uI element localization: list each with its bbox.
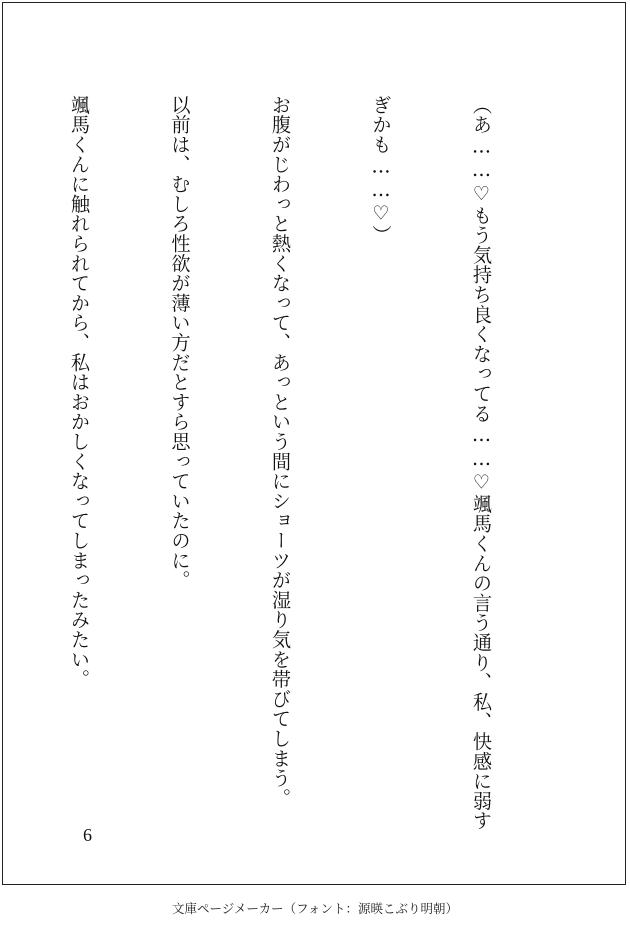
text-line: 颯馬くんに触れられてから、私はおかしくなってしまったみたい。: [68, 95, 91, 689]
text-line: お腹がじわっと熱くなって、あっという間にショーツが湿り気を帯びてしまう。: [269, 95, 292, 808]
text-line: ぎかも……♡）: [369, 95, 393, 245]
page-frame: [2, 2, 626, 885]
text-line: 以前は、むしろ性欲が薄い方だとすら思っていたのに。: [168, 95, 192, 590]
vertical-text-body: [0, 95, 565, 831]
page-number: 6: [83, 825, 92, 845]
text-line: （あ……♡もう気持ち良くなってる……♡颯馬くんの言う通り、私、快感に弱す: [470, 95, 493, 831]
footer-credit: 文庫ページメーカー（フォント：源暎こぶり明朝）: [171, 901, 458, 916]
